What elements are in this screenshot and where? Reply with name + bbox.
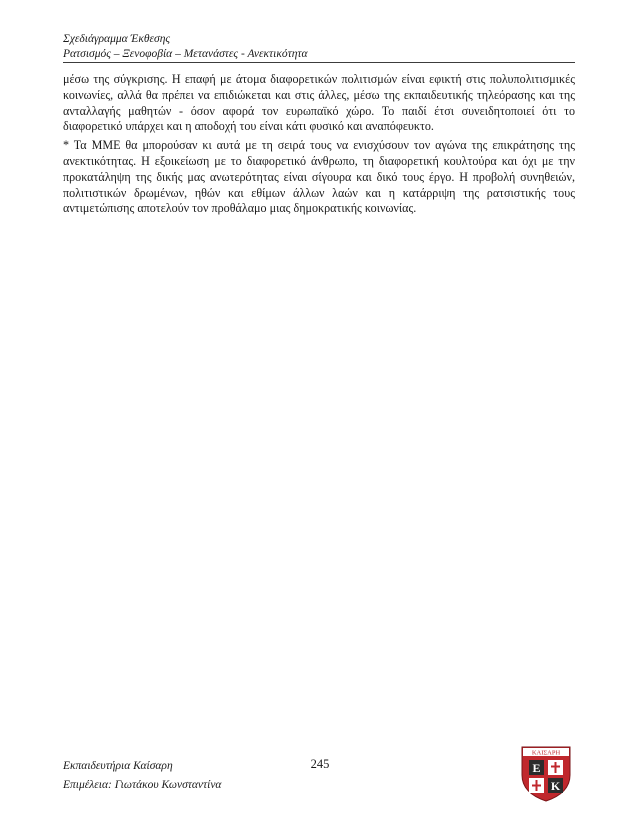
logo-letter-left: Ε — [532, 761, 541, 775]
paragraph-2: * Τα ΜΜΕ θα μπορούσαν κι αυτά με τη σειρά τους να ενισχύσουν τον αγώνα της επικράτησης της ανεκτικότητας. Η εξοικείωση με το διαφορετικό άνθρωπο, τη διαφορετική κουλτούρα και όχι με την προκατάληψη της δικής μας ανωτερότητας είναι σίγουρα και δικό τους έργο. Η προβολή συνηθειών, πολιτιστικών δρωμένων, ηθών και εθίμων άλλων λαών και η κατάρριψη της ρατσιστικής τους αντιμετώπισης αποτελούν τον προθάλαμο μιας δημοκρατικής κοινωνίας. — [63, 138, 575, 216]
paragraph-1: μέσω της σύγκρισης. Η επαφή με άτομα διαφορετικών πολιτισμών είναι εφικτή στις πολυπολιτισμικές κοινωνίες, αλλά θα πρέπει να επιδιώκεται και στις άλλες, μέσω της εκπαιδευτικής τηλεόρασης και της ανταλλαγής μαθητών - όσον αφορά τον ευρωπαϊκό χώρο. Το παιδί έτσι συνειδητοποιεί ότι το διαφορετικό υπάρχει και η αποδοχή του είναι κάτι φυσικό και αναπόφευκτο. — [63, 72, 575, 134]
page-number: 245 — [310, 757, 330, 771]
logo-banner-text: ΚΑΙΣΑΡΗ — [531, 749, 561, 757]
school-crest-logo — [520, 745, 572, 803]
footer-editor: Επιμέλεια: Γιωτάκου Κωνσταντίνα — [63, 779, 222, 791]
body-text — [63, 72, 575, 220]
page-footer — [63, 758, 221, 793]
header-divider — [63, 62, 575, 63]
logo-letter-right: Κ — [550, 779, 561, 793]
header-topic: Ρατσισμός – Ξενοφοβία – Μετανάστες - Ανεκτικότητα — [63, 48, 308, 60]
footer-institution: Εκπαιδευτήρια Καίσαρη — [63, 760, 173, 772]
page-header — [63, 32, 583, 63]
header-document-title: Σχεδιάγραμμα Έκθεσης — [63, 33, 171, 45]
